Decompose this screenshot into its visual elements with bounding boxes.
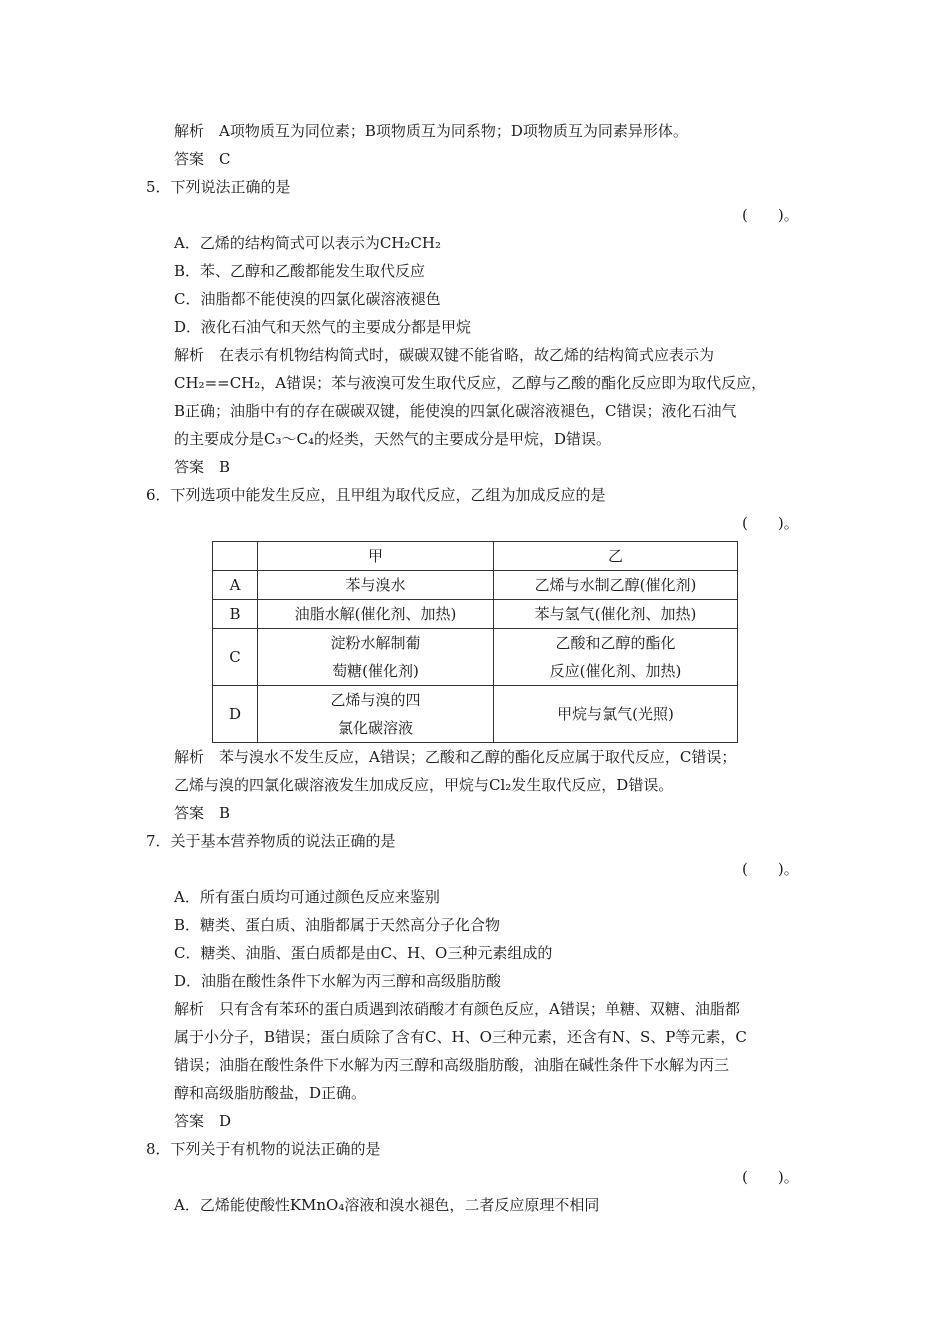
q6-analysis-line-2: 乙烯与溴的四氯化碳溶液发生加成反应，甲烷与Cl₂发生取代反应，D错误。 <box>174 776 674 794</box>
cell-jia: 苯与溴水 <box>258 571 494 600</box>
table-row <box>213 571 738 600</box>
table-header-jia: 甲 <box>258 542 494 571</box>
q5-analysis-line-3: B正确；油脂中有的存在碳碳双键，能使溴的四氯化碳溶液褪色，C错误；液化石油气 <box>174 402 737 420</box>
cell-yi: 甲烷与氯气(光照) <box>494 686 738 743</box>
table-header-yi: 乙 <box>494 542 738 571</box>
q5-option-a: A．乙烯的结构简式可以表示为CH₂CH₂ <box>174 234 441 252</box>
cell-line: 淀粉水解制葡 <box>330 634 421 652</box>
cell-line: 萄糖(催化剂) <box>332 662 419 680</box>
q6-options-table <box>212 541 738 743</box>
q6-stem: 6．下列选项中能发生反应，且甲组为取代反应，乙组为加成反应的是 <box>146 486 606 504</box>
q8-option-a: A．乙烯能使酸性KMnO₄溶液和溴水褪色，二者反应原理不相同 <box>174 1196 600 1214</box>
q7-answer: 答案 D <box>174 1112 232 1130</box>
q5-analysis-line-4: 的主要成分是C₃～C₄的烃类，天然气的主要成分是甲烷，D错误。 <box>174 430 612 448</box>
q7-analysis-line-2: 属于小分子，B错误；蛋白质除了含有C、H、O三种元素，还含有N、S、P等元素，C <box>174 1028 747 1046</box>
q5-answer-blank: ( )。 <box>742 206 799 224</box>
cell-yi: 苯与氢气(催化剂、加热) <box>494 600 738 629</box>
cell-line: 反应(催化剂、加热) <box>549 662 682 680</box>
q7-answer-blank: ( )。 <box>742 860 799 878</box>
q7-option-a: A．所有蛋白质均可通过颜色反应来鉴别 <box>174 888 440 906</box>
q7-stem: 7．关于基本营养物质的说法正确的是 <box>146 832 396 850</box>
table-row <box>213 600 738 629</box>
q7-option-d: D．油脂在酸性条件下水解为丙三醇和高级脂肪酸 <box>174 972 502 990</box>
q5-analysis-line-2: CH₂==CH₂，A错误；苯与液溴可发生取代反应，乙醇与乙酸的酯化反应即为取代反应， <box>174 374 767 392</box>
q6-analysis-line-1: 解析 苯与溴水不发生反应，A错误；乙酸和乙醇的酯化反应属于取代反应，C错误； <box>174 748 737 766</box>
cell-yi <box>494 629 738 686</box>
row-key: B <box>213 600 258 629</box>
q7-analysis-line-3: 错误；油脂在酸性条件下水解为丙三醇和高级脂肪酸，油脂在碱性条件下水解为丙三 <box>174 1056 730 1074</box>
table-header-row <box>213 542 738 571</box>
q7-analysis-line-1: 解析 只有含有苯环的蛋白质遇到浓硝酸才有颜色反应，A错误；单糖、双糖、油脂都 <box>174 1000 740 1018</box>
q6-answer: 答案 B <box>174 804 231 822</box>
q7-option-b: B．糖类、蛋白质、油脂都属于天然高分子化合物 <box>174 916 501 934</box>
cell-line: 乙烯与溴的四 <box>330 691 421 709</box>
q5-stem: 5．下列说法正确的是 <box>146 178 291 196</box>
q5-answer: 答案 B <box>174 458 231 476</box>
cell-line: 乙酸和乙醇的酯化 <box>555 634 676 652</box>
q5-option-b: B．苯、乙醇和乙酸都能发生取代反应 <box>174 262 426 280</box>
q8-stem: 8．下列关于有机物的说法正确的是 <box>146 1140 381 1158</box>
cell-line: 氯化碳溶液 <box>337 719 413 737</box>
q4-analysis: 解析 A项物质互为同位素；B项物质互为同系物；D项物质互为同素异形体。 <box>174 122 688 140</box>
cell-jia <box>258 686 494 743</box>
q5-option-d: D．液化石油气和天然气的主要成分都是甲烷 <box>174 318 472 336</box>
q6-answer-blank: ( )。 <box>742 514 799 532</box>
row-key: C <box>213 629 258 686</box>
cell-jia <box>258 629 494 686</box>
q7-analysis-line-4: 醇和高级脂肪酸盐，D正确。 <box>174 1084 367 1102</box>
table-row <box>213 629 738 686</box>
row-key: D <box>213 686 258 743</box>
q4-answer: 答案 C <box>174 150 231 168</box>
q5-option-c: C．油脂都不能使溴的四氯化碳溶液褪色 <box>174 290 441 308</box>
cell-jia: 油脂水解(催化剂、加热) <box>258 600 494 629</box>
q8-answer-blank: ( )。 <box>742 1168 799 1186</box>
q7-option-c: C．糖类、油脂、蛋白质都是由C、H、O三种元素组成的 <box>174 944 553 962</box>
cell-yi: 乙烯与水制乙醇(催化剂) <box>494 571 738 600</box>
q5-analysis-line-1: 解析 在表示有机物结构简式时，碳碳双键不能省略，故乙烯的结构简式应表示为 <box>174 346 715 364</box>
table-header-blank <box>213 542 258 571</box>
row-key: A <box>213 571 258 600</box>
table-row <box>213 686 738 743</box>
